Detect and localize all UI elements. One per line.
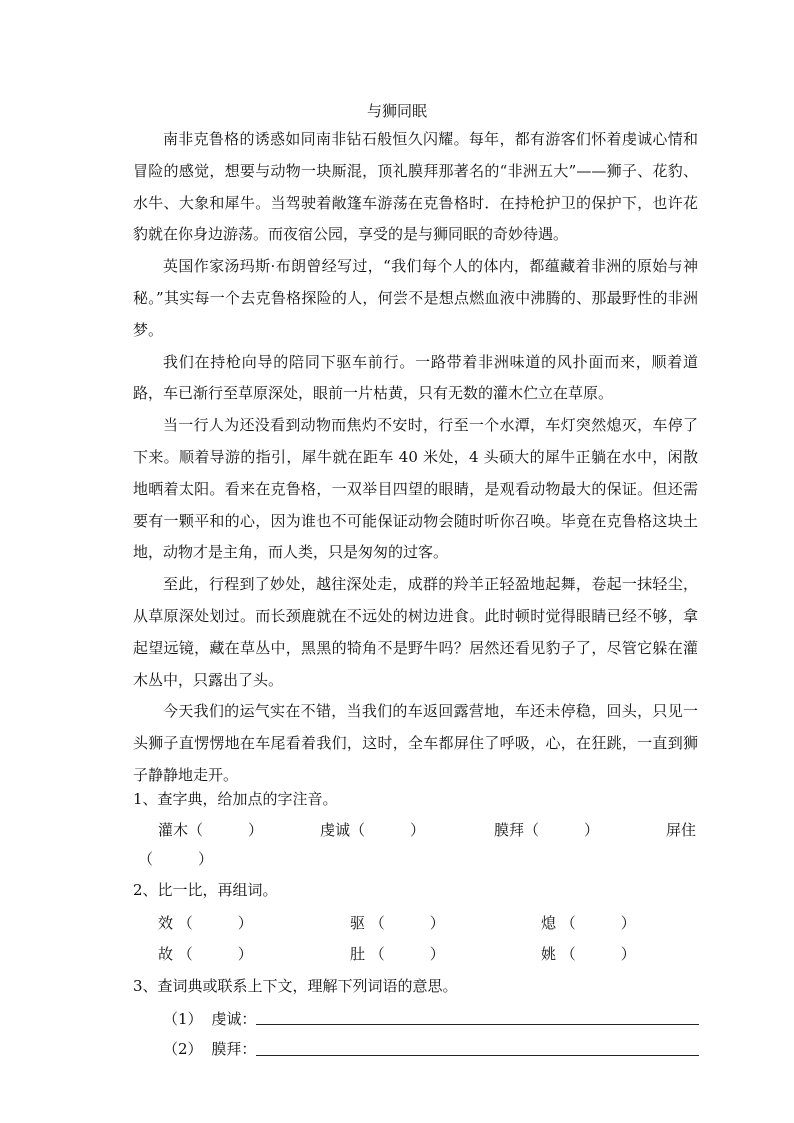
q3-item-2-number: （2） — [163, 1040, 203, 1058]
q1-item-qiancheng: 虔诚（ ） — [320, 821, 426, 839]
paragraph-2: 英国作家汤玛斯·布朗曾经写过，“我们每个人的体内，都蕴藏着非洲的原始与神秘。”其实每一个去克鲁格探险的人，何尝不是想点燃血液中沸腾的、那最野性的非洲梦。 — [133, 257, 698, 339]
q3-item-2 — [163, 1036, 256, 1062]
q3-item-1-number: （1） — [163, 1010, 203, 1028]
question-1-row — [0, 817, 794, 843]
q3-item-1-answer-line[interactable] — [256, 1024, 699, 1025]
q1-item-guanmu: 灌木（ ） — [158, 821, 264, 839]
question-1-prompt: 1、查字典，给加点的字注音。 — [133, 790, 338, 808]
article-body — [133, 124, 698, 792]
q3-item-1 — [163, 1006, 256, 1032]
q2-item-qu: 驱 （ ） — [350, 914, 445, 932]
q2-item-du: 肚 （ ） — [350, 945, 445, 963]
paragraph-6: 今天我们的运气实在不错，当我们的车返回露营地，车还未停稳，回头，只见一头狮子直愣愣地在车尾看着我们，这时，全车都屏住了呼吸，心，在狂跳，一直到狮子静静地走开。 — [133, 702, 698, 784]
q2-item-xi: 熄 （ ） — [541, 914, 636, 932]
question-2-row-2 — [0, 941, 794, 967]
question-2-row-1 — [0, 910, 794, 936]
q1-item-pingzhu: 屏住 — [666, 821, 697, 839]
q1-item-mobai: 膜拜（ ） — [494, 821, 600, 839]
q2-item-yao: 姚 （ ） — [541, 945, 636, 963]
q2-item-gu: 故 （ ） — [158, 945, 253, 963]
q3-item-2-answer-line[interactable] — [256, 1055, 699, 1056]
article-title: 与狮同眠 — [366, 102, 427, 120]
paragraph-1: 南非克鲁格的诱惑如同南非钻石般恒久闪耀。每年，都有游客们怀着虔诚心情和冒险的感觉，想要与动物一块厮混，顶礼膜拜那著名的“非洲五大”——狮子、花豹、水牛、大象和犀牛。当驾驶着敞篷车游荡在克鲁格时．在持枪护卫的保护下，也许花豹就在你身边游荡。而夜宿公园，享受的是与狮同眠的奇妙待遇。 — [133, 130, 698, 244]
q3-item-1-word: 虔诚： — [211, 1010, 257, 1028]
q1-item-pingzhu-blank: （ ） — [138, 850, 214, 868]
q2-item-xiao: 效 （ ） — [158, 914, 253, 932]
paragraph-3: 我们在持枪向导的陪同下驱车前行。一路带着非洲味道的风扑面而来，顺着道路，车已渐行至草原深处，眼前一片枯黄，只有无数的灌木伫立在草原。 — [133, 352, 698, 403]
paragraph-4: 当一行人为还没看到动物而焦灼不安时，行至一个水潭，车灯突然熄灭，车停了下来。顺着导游的指引，犀牛就在距车 40 米处，4 头硕大的犀牛正躺在水中，闲散地晒着太阳。看来在克鲁格，一双举目四望的眼睛，是观看动物最大的保证。但还需要有一颗平和的心，因为谁也不可能保证动物会随时听你召唤。毕竟在克鲁格这块土地，动物才是主角，而人类，只是匆匆的过客。 — [133, 416, 698, 562]
q3-item-2-word: 膜拜： — [211, 1040, 257, 1058]
question-2-prompt: 2、比一比，再组词。 — [133, 881, 278, 899]
paragraph-5: 至此，行程到了妙处，越往深处走，成群的羚羊正轻盈地起舞，卷起一抹轻尘，从草原深处划过。而长颈鹿就在不远处的树边进食。此时顿时觉得眼睛已经不够，拿起望远镜，藏在草丛中，黑黑的犄角不是野牛吗？居然还看见豹子了，尽管它躲在灌木丛中，只露出了头。 — [133, 575, 698, 689]
question-3-prompt: 3、查词典或联系上下文，理解下列词语的意思。 — [133, 977, 458, 995]
